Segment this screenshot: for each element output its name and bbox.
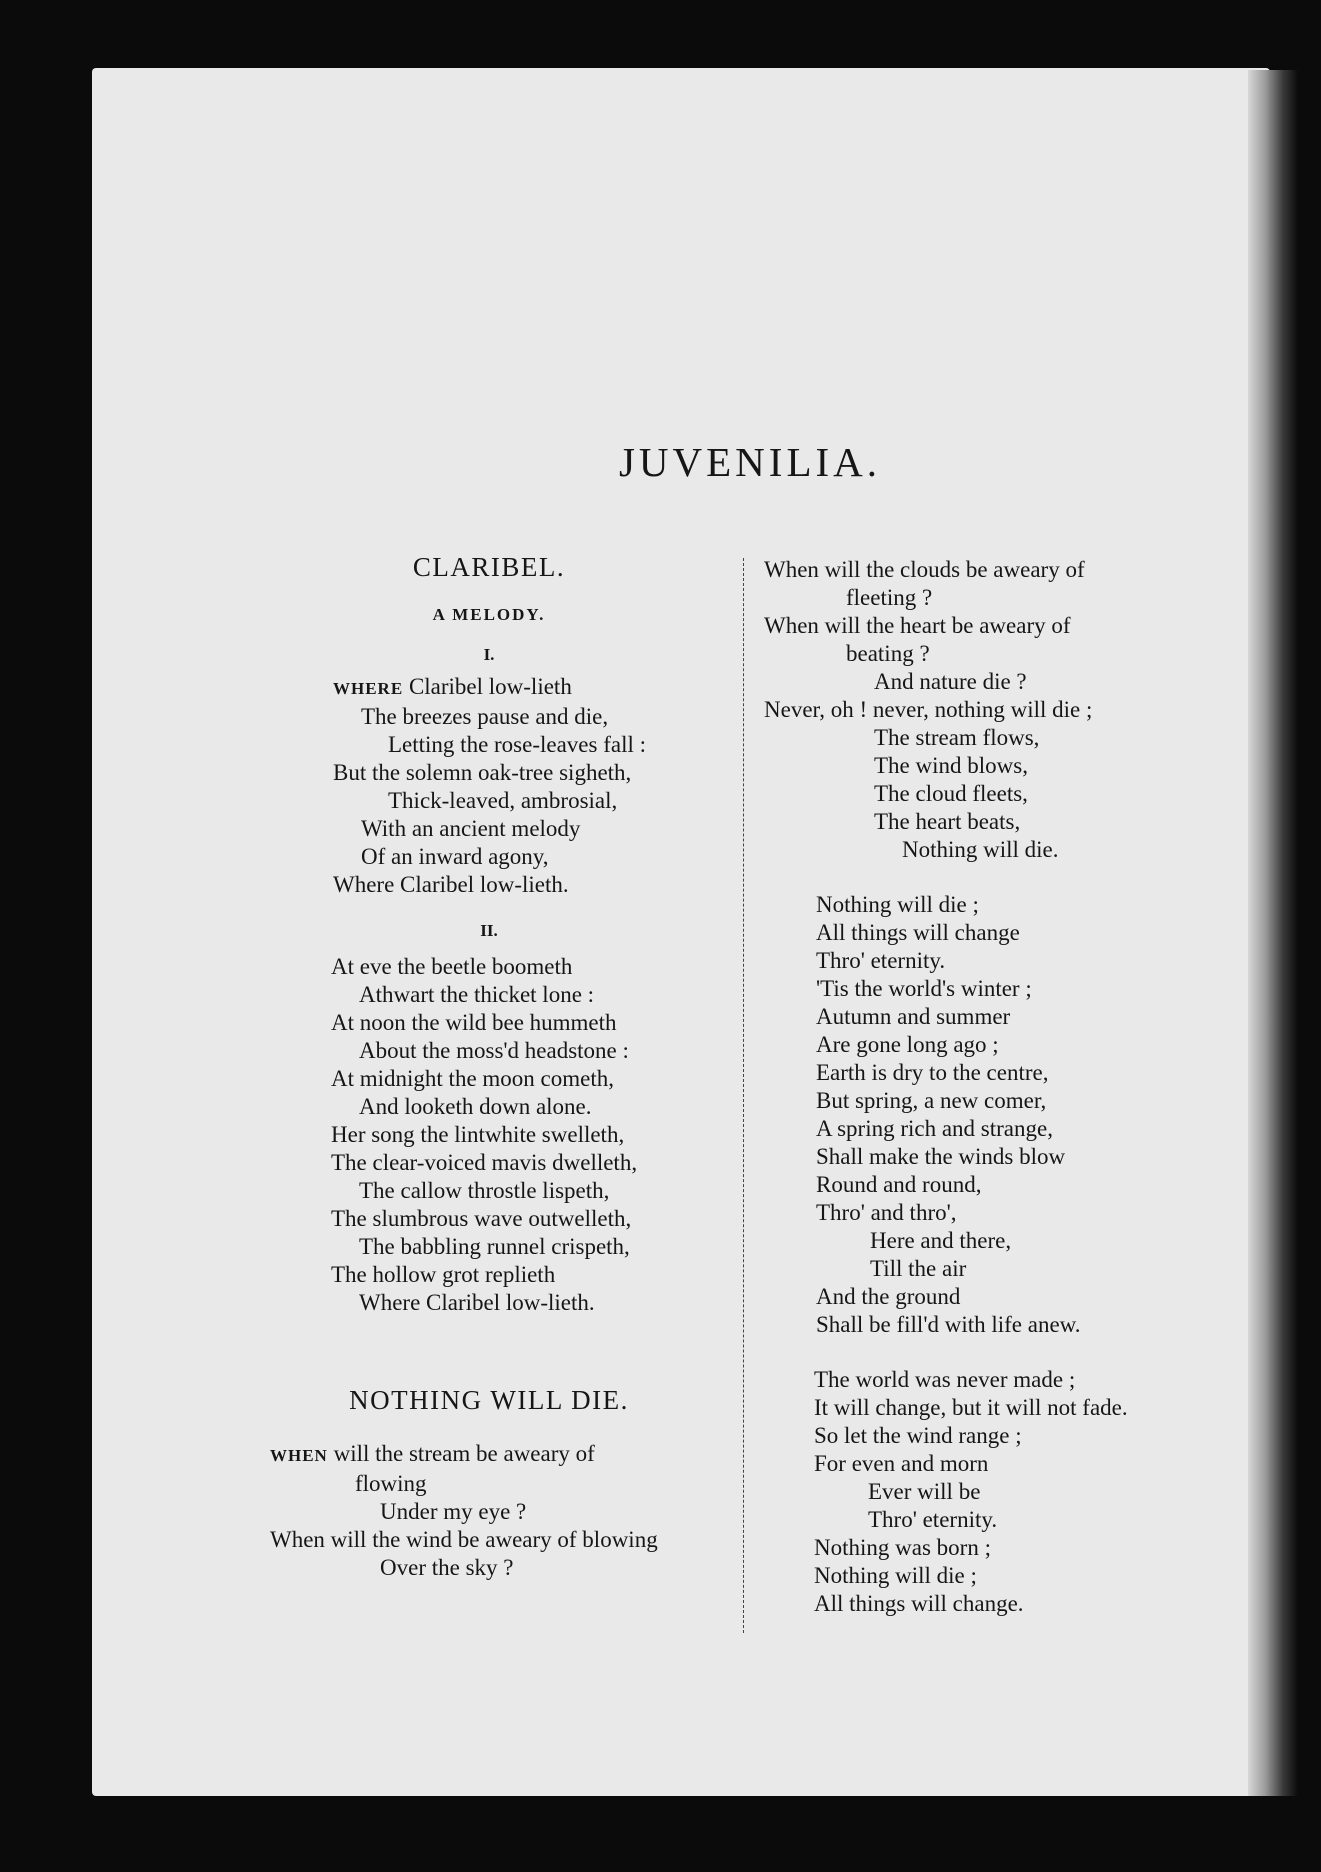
claribel-stanza-1 [333,673,735,899]
poem-line: And looketh down alone. [359,1094,592,1119]
stanza-numeral-1: I. [483,645,495,664]
poem-line: With an ancient melody [361,816,581,841]
poem-line: The clear-voiced mavis dwelleth, [331,1150,638,1175]
nothing-will-die-stanza-4 [764,1366,1214,1618]
poem-line: The hollow grot replieth [331,1262,556,1287]
poem-line: Never, oh ! never, nothing will die ; [764,697,1093,722]
poem-line: Thick-leaved, ambrosial, [388,788,618,813]
poem-line: The wind blows, [874,753,1028,778]
poem-line: Her song the lintwhite swelleth, [331,1122,625,1147]
poem-line: For even and morn [814,1451,989,1476]
poem-line: Autumn and summer [816,1004,1011,1029]
poem-line: Of an inward agony, [361,844,549,869]
poem-line: Shall be fill'd with life anew. [816,1312,1081,1337]
poem-line: fleeting ? [846,585,933,610]
nothing-will-die-stanza-3 [764,891,1214,1339]
stanza-numeral-2: II. [480,921,498,940]
poem-line: The babbling runnel crispeth, [359,1234,630,1259]
claribel-subtitle: A MELODY. [432,605,546,624]
poem-line: Are gone long ago ; [816,1032,999,1057]
poem-line: The world was never made ; [814,1367,1076,1392]
poem-line: Under my eye ? [380,1499,527,1524]
poem-line: Thro' and thro', [816,1200,957,1225]
poem-line: The stream flows, [874,725,1040,750]
line-text: will the stream be aweary of [327,1441,595,1466]
poem-line: When will the wind be aweary of blowing [270,1527,658,1552]
poem-line: And nature die ? [874,669,1027,694]
nothing-will-die-stanza-1 [270,1440,735,1582]
drop-word: WHEN [270,1446,328,1465]
left-column [265,552,735,1582]
poem-line: flowing [355,1471,427,1496]
poem-line: beating ? [846,641,930,666]
poem-line: When will the clouds be aweary of [764,557,1085,582]
poem-line: Thro' eternity. [868,1507,998,1532]
page-title: JUVENILIA. [618,439,882,485]
poem-line: Nothing will die ; [814,1563,977,1588]
right-column [764,556,1214,1618]
poem-line: 'Tis the world's winter ; [816,976,1032,1001]
poem-line: All things will change [816,920,1020,945]
poem-line: Ever will be [868,1479,981,1504]
poem-line: When will the heart be aweary of [764,613,1071,638]
poem-line: The heart beats, [874,809,1021,834]
line-text: Claribel low-lieth [403,674,572,699]
poem-line: The slumbrous wave outwelleth, [331,1206,632,1231]
poem-line: About the moss'd headstone : [359,1038,629,1063]
poem-line: Letting the rose-leaves fall : [388,732,647,757]
poem-line [270,1440,735,1470]
poem-line: Thro' eternity. [816,948,946,973]
poem-line: Till the air [870,1256,967,1281]
poem-line: At eve the beetle boometh [331,954,573,979]
poem-line: Nothing was born ; [814,1535,991,1560]
column-divider [743,558,744,1633]
poem-line: Nothing will die ; [816,892,979,917]
poem-line: Shall make the winds blow [816,1144,1066,1169]
poem-line: The breezes pause and die, [361,704,609,729]
poem-line: Earth is dry to the centre, [816,1060,1049,1085]
poem-line: But the solemn oak-tree sigheth, [333,760,632,785]
poem-line: Round and round, [816,1172,982,1197]
poem-line: But spring, a new comer, [816,1088,1047,1113]
poem-line: Here and there, [870,1228,1012,1253]
poem-line: At midnight the moon cometh, [331,1066,614,1091]
poem-line: At noon the wild bee hummeth [331,1010,617,1035]
claribel-title: CLARIBEL. [412,552,566,582]
poem-line: A spring rich and strange, [816,1116,1053,1141]
drop-word: WHERE [333,679,404,698]
poem-line: All things will change. [814,1591,1024,1616]
poem-line: Athwart the thicket lone : [359,982,595,1007]
poem-line: Where Claribel low-lieth. [333,872,569,897]
claribel-stanza-2 [331,953,735,1317]
poem-line: The callow throstle lispeth, [359,1178,610,1203]
poem-line: It will change, but it will not fade. [814,1395,1128,1420]
page-edge-shadow [1248,70,1298,1796]
poem-line: Where Claribel low-lieth. [359,1290,595,1315]
poem-line [333,673,735,703]
poem-line: Over the sky ? [380,1555,514,1580]
poem-line: The cloud fleets, [874,781,1028,806]
poem-line: Nothing will die. [902,837,1059,862]
nothing-will-die-title: NOTHING WILL DIE. [349,1385,629,1415]
poem-line: And the ground [816,1284,961,1309]
poem-line: So let the wind range ; [814,1423,1022,1448]
nothing-will-die-stanza-2 [764,556,1214,864]
